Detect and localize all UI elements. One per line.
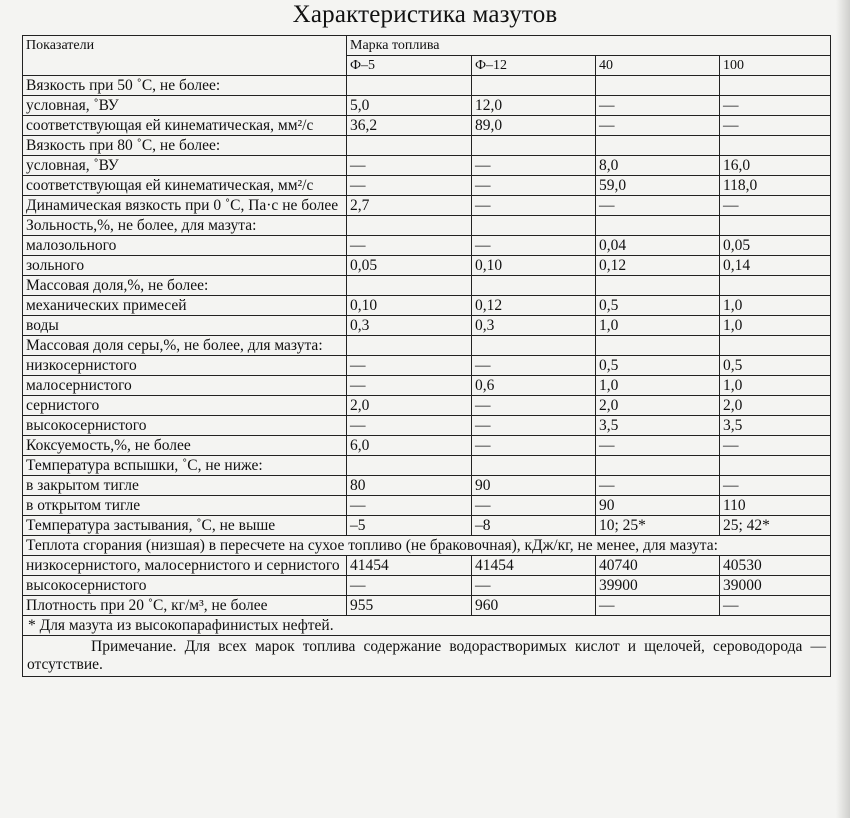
- empty-cell: [347, 336, 472, 356]
- row-label: низкосернистого: [23, 356, 347, 376]
- value-cell: 0,5: [596, 296, 720, 316]
- row-label: воды: [23, 316, 347, 336]
- value-cell: —: [472, 496, 596, 516]
- value-cell: 90: [472, 476, 596, 496]
- empty-cell: [472, 76, 596, 96]
- section-row: [23, 536, 831, 556]
- value-cell: –5: [347, 516, 472, 536]
- value-cell: 0,12: [472, 296, 596, 316]
- value-cell: 0,14: [720, 256, 831, 276]
- row-label: высокосернистого: [23, 416, 347, 436]
- value-cell: 960: [472, 596, 596, 616]
- empty-cell: [472, 216, 596, 236]
- value-cell: 3,5: [596, 416, 720, 436]
- table-row: [23, 476, 831, 496]
- row-label: высокосернистого: [23, 576, 347, 596]
- value-cell: —: [720, 596, 831, 616]
- value-cell: 1,0: [720, 316, 831, 336]
- section-label: Теплота сгорания (низшая) в пересчете на сухое топливо (не браковочная), кДж/кг, не менее, для мазута:: [23, 536, 831, 556]
- value-cell: —: [472, 156, 596, 176]
- value-cell: 40530: [720, 556, 831, 576]
- table-row: [23, 96, 831, 116]
- empty-cell: [347, 456, 472, 476]
- row-label: в открытом тигле: [23, 496, 347, 516]
- table-row: [23, 316, 831, 336]
- footnote-row: [23, 616, 831, 636]
- value-cell: 0,10: [347, 296, 472, 316]
- section-row: [23, 276, 831, 296]
- value-cell: 118,0: [720, 176, 831, 196]
- empty-cell: [472, 276, 596, 296]
- value-cell: 2,7: [347, 196, 472, 216]
- fuel-oil-table: [22, 35, 831, 677]
- value-cell: —: [472, 416, 596, 436]
- value-cell: —: [720, 196, 831, 216]
- note: Примечание. Для всех марок топлива содержание водорастворимых кислот и щелочей, сероводорода — отсутствие.: [23, 636, 831, 677]
- table-row: [23, 256, 831, 276]
- empty-cell: [347, 216, 472, 236]
- value-cell: 1,0: [596, 316, 720, 336]
- value-cell: 2,0: [720, 396, 831, 416]
- header-grade-label: Марка топлива: [347, 36, 831, 56]
- grade-f5: Ф–5: [347, 56, 472, 76]
- value-cell: 8,0: [596, 156, 720, 176]
- row-label: Плотность при 20 ˚С, кг/м³, не более: [23, 596, 347, 616]
- value-cell: 0,12: [596, 256, 720, 276]
- value-cell: 2,0: [596, 396, 720, 416]
- value-cell: —: [720, 436, 831, 456]
- table-row: [23, 396, 831, 416]
- value-cell: —: [347, 576, 472, 596]
- note-row: [23, 636, 831, 677]
- empty-cell: [720, 456, 831, 476]
- section-label: Зольность,%, не более, для мазута:: [23, 216, 347, 236]
- value-cell: 39900: [596, 576, 720, 596]
- value-cell: 0,5: [596, 356, 720, 376]
- value-cell: 0,05: [347, 256, 472, 276]
- value-cell: —: [472, 576, 596, 596]
- value-cell: 1,0: [720, 376, 831, 396]
- table-row: [23, 496, 831, 516]
- page-title: Характеристика мазутов: [292, 1, 558, 28]
- row-label: Коксуемость,%, не более: [23, 436, 347, 456]
- value-cell: 40740: [596, 556, 720, 576]
- footnote: * Для мазута из высокопарафинистых нефтей.: [23, 616, 831, 636]
- value-cell: –8: [472, 516, 596, 536]
- value-cell: 3,5: [720, 416, 831, 436]
- row-label: малосернистого: [23, 376, 347, 396]
- row-label: условная, ˚ВУ: [23, 156, 347, 176]
- empty-cell: [720, 336, 831, 356]
- table-row: [23, 176, 831, 196]
- table-row: [23, 436, 831, 456]
- row-label: соответствующая ей кинематическая, мм²/с: [23, 116, 347, 136]
- table-row: [23, 296, 831, 316]
- header-param-label: Показатели: [23, 36, 347, 76]
- row-label: в закрытом тигле: [23, 476, 347, 496]
- section-label: Вязкость при 80 ˚С, не более:: [23, 136, 347, 156]
- value-cell: 41454: [472, 556, 596, 576]
- section-label: Температура вспышки, ˚С, не ниже:: [23, 456, 347, 476]
- header-row: [23, 36, 831, 56]
- empty-cell: [720, 76, 831, 96]
- value-cell: —: [347, 176, 472, 196]
- value-cell: 39000: [720, 576, 831, 596]
- section-row: [23, 136, 831, 156]
- value-cell: —: [720, 116, 831, 136]
- row-label: Динамическая вязкость при 0 ˚С, Па·с не более: [23, 196, 347, 216]
- value-cell: —: [347, 496, 472, 516]
- value-cell: 41454: [347, 556, 472, 576]
- table-row: [23, 356, 831, 376]
- value-cell: 59,0: [596, 176, 720, 196]
- value-cell: —: [472, 176, 596, 196]
- row-label: сернистого: [23, 396, 347, 416]
- empty-cell: [472, 136, 596, 156]
- value-cell: 12,0: [472, 96, 596, 116]
- table-row: [23, 236, 831, 256]
- value-cell: 25; 42*: [720, 516, 831, 536]
- value-cell: 2,0: [347, 396, 472, 416]
- value-cell: 10; 25*: [596, 516, 720, 536]
- section-label: Массовая доля,%, не более:: [23, 276, 347, 296]
- value-cell: —: [596, 596, 720, 616]
- section-row: [23, 336, 831, 356]
- section-row: [23, 76, 831, 96]
- empty-cell: [472, 456, 596, 476]
- value-cell: —: [347, 236, 472, 256]
- value-cell: —: [472, 196, 596, 216]
- value-cell: 16,0: [720, 156, 831, 176]
- empty-cell: [596, 276, 720, 296]
- row-label: Температура застывания, ˚С, не выше: [23, 516, 347, 536]
- value-cell: 36,2: [347, 116, 472, 136]
- value-cell: 110: [720, 496, 831, 516]
- value-cell: —: [596, 116, 720, 136]
- value-cell: —: [347, 156, 472, 176]
- value-cell: 1,0: [596, 376, 720, 396]
- value-cell: —: [347, 376, 472, 396]
- empty-cell: [347, 276, 472, 296]
- row-label: малозольного: [23, 236, 347, 256]
- empty-cell: [596, 136, 720, 156]
- empty-cell: [472, 336, 596, 356]
- table-row: [23, 376, 831, 396]
- table-row: [23, 556, 831, 576]
- value-cell: 0,6: [472, 376, 596, 396]
- value-cell: —: [720, 96, 831, 116]
- section-label: Вязкость при 50 ˚С, не более:: [23, 76, 347, 96]
- value-cell: 1,0: [720, 296, 831, 316]
- section-row: [23, 456, 831, 476]
- value-cell: 0,3: [347, 316, 472, 336]
- value-cell: 0,3: [472, 316, 596, 336]
- empty-cell: [720, 136, 831, 156]
- table-row: [23, 516, 831, 536]
- value-cell: —: [596, 96, 720, 116]
- value-cell: 90: [596, 496, 720, 516]
- empty-cell: [596, 216, 720, 236]
- value-cell: —: [472, 236, 596, 256]
- row-label: соответствующая ей кинематическая, мм²/с: [23, 176, 347, 196]
- value-cell: 80: [347, 476, 472, 496]
- value-cell: 6,0: [347, 436, 472, 456]
- row-label: низкосернистого, малосернистого и сернистого: [23, 556, 347, 576]
- value-cell: 0,10: [472, 256, 596, 276]
- section-label: Массовая доля серы,%, не более, для мазута:: [23, 336, 347, 356]
- empty-cell: [720, 276, 831, 296]
- value-cell: 0,5: [720, 356, 831, 376]
- grade-f12: Ф–12: [472, 56, 596, 76]
- table-row: [23, 156, 831, 176]
- value-cell: 5,0: [347, 96, 472, 116]
- value-cell: —: [596, 436, 720, 456]
- empty-cell: [596, 456, 720, 476]
- table-row: [23, 576, 831, 596]
- table-row: [23, 596, 831, 616]
- value-cell: 0,04: [596, 236, 720, 256]
- value-cell: —: [472, 396, 596, 416]
- table-row: [23, 416, 831, 436]
- grade-100: 100: [720, 56, 831, 76]
- empty-cell: [347, 136, 472, 156]
- value-cell: 89,0: [472, 116, 596, 136]
- empty-cell: [347, 76, 472, 96]
- value-cell: 955: [347, 596, 472, 616]
- page-edge-shadow: [836, 0, 850, 818]
- value-cell: —: [472, 436, 596, 456]
- value-cell: —: [596, 476, 720, 496]
- value-cell: —: [720, 476, 831, 496]
- empty-cell: [596, 336, 720, 356]
- row-label: условная, ˚ВУ: [23, 96, 347, 116]
- row-label: зольного: [23, 256, 347, 276]
- empty-cell: [596, 76, 720, 96]
- value-cell: —: [347, 416, 472, 436]
- value-cell: —: [347, 356, 472, 376]
- table-row: [23, 196, 831, 216]
- section-row: [23, 216, 831, 236]
- empty-cell: [720, 216, 831, 236]
- grade-40: 40: [596, 56, 720, 76]
- value-cell: 0,05: [720, 236, 831, 256]
- value-cell: —: [472, 356, 596, 376]
- row-label: механических примесей: [23, 296, 347, 316]
- value-cell: —: [596, 196, 720, 216]
- table-row: [23, 116, 831, 136]
